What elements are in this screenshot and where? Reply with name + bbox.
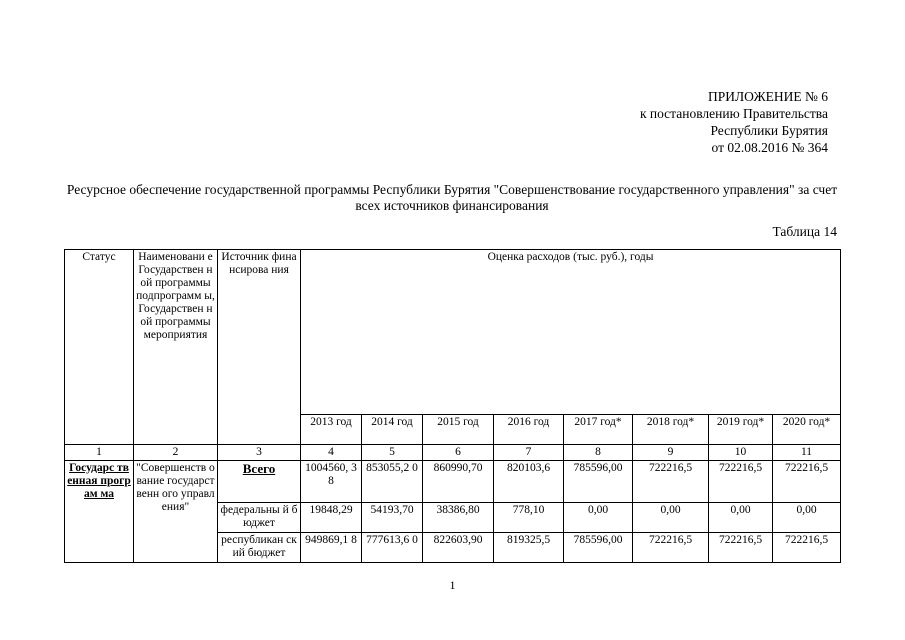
- value-cell: 722216,5: [709, 461, 773, 503]
- column-number: 10: [709, 445, 773, 461]
- value-cell: 785596,00: [564, 533, 633, 563]
- column-number: 11: [773, 445, 841, 461]
- column-number: 9: [633, 445, 709, 461]
- column-number: 4: [301, 445, 362, 461]
- header-status: Статус: [65, 250, 134, 445]
- year-cell: 2019 год*: [709, 415, 773, 445]
- year-cell: 2014 год: [362, 415, 423, 445]
- value-cell: 822603,90: [423, 533, 494, 563]
- column-number: 3: [218, 445, 301, 461]
- value-cell: 819325,5: [494, 533, 564, 563]
- header-name: Наименовани е Государствен ной программы подпрограмм ы, Государствен ной программы мероприятия: [134, 250, 218, 445]
- appendix-date: от 02.08.2016 № 364: [711, 140, 828, 155]
- source-total: Всего: [218, 461, 301, 503]
- appendix-republic: Республики Бурятия: [710, 123, 828, 138]
- column-number: 8: [564, 445, 633, 461]
- appendix-header: [640, 88, 828, 156]
- value-cell: 722216,5: [709, 533, 773, 563]
- value-cell: 778,10: [494, 503, 564, 533]
- source-federal: федеральны й бюджет: [218, 503, 301, 533]
- value-cell: 722216,5: [773, 461, 841, 503]
- value-cell: 0,00: [633, 503, 709, 533]
- value-cell: 19848,29: [301, 503, 362, 533]
- value-cell: 860990,70: [423, 461, 494, 503]
- value-cell: 722216,5: [633, 461, 709, 503]
- value-cell: 1004560, 38: [301, 461, 362, 503]
- value-cell: 38386,80: [423, 503, 494, 533]
- year-cell: 2016 год: [494, 415, 564, 445]
- header-estimate: Оценка расходов (тыс. руб.), годы: [301, 250, 841, 415]
- value-cell: 949869,1 8: [301, 533, 362, 563]
- document-title: Ресурсное обеспечение государственной программы Республики Бурятия "Совершенствование государственного управления" за счет всех источников финансирования: [66, 182, 838, 213]
- value-cell: 785596,00: [564, 461, 633, 503]
- value-cell: 54193,70: [362, 503, 423, 533]
- year-cell: 2013 год: [301, 415, 362, 445]
- year-cell: 2015 год: [423, 415, 494, 445]
- value-cell: 0,00: [564, 503, 633, 533]
- value-cell: 777613,6 0: [362, 533, 423, 563]
- column-number: 6: [423, 445, 494, 461]
- appendix-decree: к постановлению Правительства: [639, 106, 828, 121]
- year-cell: 2018 год*: [633, 415, 709, 445]
- table-label: Таблица 14: [772, 224, 837, 239]
- value-cell: 0,00: [709, 503, 773, 533]
- value-cell: 722216,5: [633, 533, 709, 563]
- page-number: 1: [449, 578, 456, 592]
- value-cell: 820103,6: [494, 461, 564, 503]
- value-cell: 853055,2 0: [362, 461, 423, 503]
- column-number-row: [65, 445, 841, 461]
- column-number: 5: [362, 445, 423, 461]
- year-cell: 2017 год*: [564, 415, 633, 445]
- value-cell: 722216,5: [773, 533, 841, 563]
- column-number: 2: [134, 445, 218, 461]
- header-row: [65, 250, 841, 415]
- program-status: Государс твенная програм ма: [65, 461, 134, 563]
- resource-table: [64, 249, 841, 563]
- column-number: 1: [65, 445, 134, 461]
- column-number: 7: [494, 445, 564, 461]
- source-republican: республикан ский бюджет: [218, 533, 301, 563]
- header-source: Источник финансирова ния: [218, 250, 301, 445]
- year-cell: 2020 год*: [773, 415, 841, 445]
- program-name: "Совершенств ование государственн ого управления": [134, 461, 218, 563]
- table-row-total: [65, 461, 841, 503]
- appendix-number: ПРИЛОЖЕНИЕ № 6: [707, 89, 828, 104]
- value-cell: 0,00: [773, 503, 841, 533]
